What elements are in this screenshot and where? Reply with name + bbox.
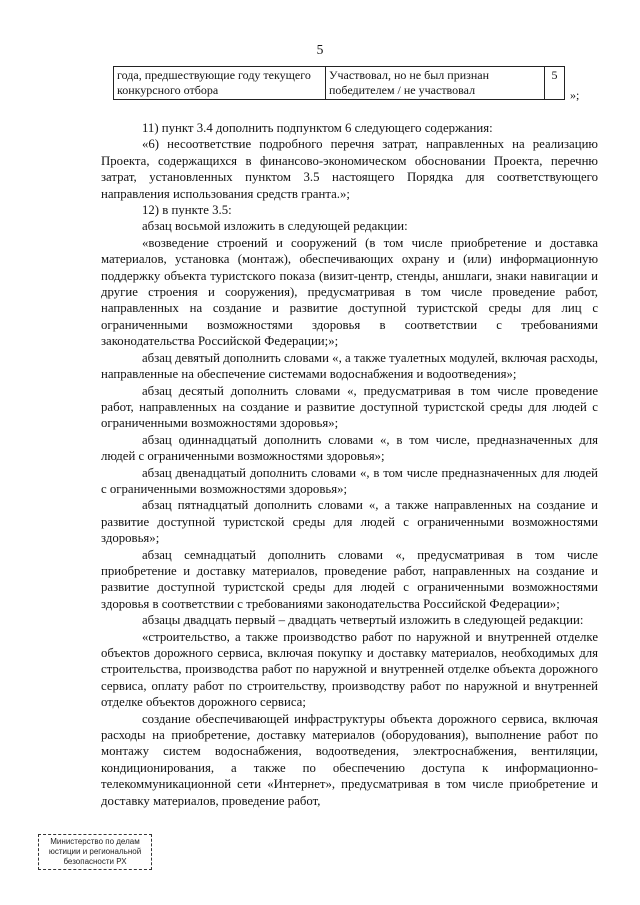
paragraph: абзац десятый дополнить словами «, предусматривая в том числе проведение работ, направленных на создание и развитие доступной туристской среды для людей с ограниченными возможностями здоровья»; xyxy=(101,383,598,431)
criteria-table xyxy=(113,66,565,100)
paragraph: абзац восьмой изложить в следующей редакции: xyxy=(142,219,408,234)
table-closing-quote: »; xyxy=(570,88,580,102)
paragraph: «строительство, а также производство работ по наружной и внутренней отделке объектов дорожного сервиса, включая покупку и доставку материалов, необходимых для строительства, производства работ по наружной и внутренней отделке объекта дорожного сервиса, оплату работ по строительству, производству работ по наружной и внутренней отделке объектов дорожного сервиса; xyxy=(101,629,598,710)
paragraph: 12) в пункте 3.5: xyxy=(142,203,232,218)
paragraph: абзац двенадцатый дополнить словами «, в том числе предназначенных для людей с ограниченными возможностями здоровья»; xyxy=(101,465,598,496)
page-number: 5 xyxy=(316,42,324,57)
paragraph: «6) несоответствие подробного перечня затрат, направленных на реализацию Проекта, содержащихся в финансово-экономическом обосновании Проекта, перечню затрат, установленных пунктом 3.5 настоящего Порядка для соответствующего направления использования средств гранта.»; xyxy=(101,137,598,201)
paragraph: абзац пятнадцатый дополнить словами «, а также направленных на создание и развитие доступной туристской среды для людей с ограниченными возможностями здоровья»; xyxy=(101,498,598,546)
stamp-line: безопасности РХ xyxy=(63,857,127,866)
table-row xyxy=(114,67,565,100)
table-cell-period: года, предшествующие году текущего конкурсного отбора xyxy=(114,67,326,100)
paragraph: 11) пункт 3.4 дополнить подпунктом 6 следующего содержания: xyxy=(142,121,493,135)
paragraph: «возведение строений и сооружений (в том числе приобретение и доставка материалов, установка (монтаж), обеспечивающих охрану и (или) информационную поддержку объекта туристского показа (визит-центр, стенды, аншлаги, знаки навигации и другие строения и сооружения), предусматривая в том числе проведение работ, направленных на создание и развитие доступной туристской среды для лиц с ограниченными возможностями здоровья в соответствии с требованиями законодательства Российской Федерации;»; xyxy=(101,235,598,349)
paragraph: создание обеспечивающей инфраструктуры объекта дорожного сервиса, включая расходы на приобретение, доставку материалов (оборудования), выполнение работ по монтажу систем водоснабжения, водоотведения, электроснабжения, вентиляции, кондиционирования, а также по обеспечению доступа к информационно-телекоммуникационной сети «Интернет», предусматривая в том числе приобретение и доставку материалов, проведение работ, xyxy=(101,711,598,808)
document-body xyxy=(101,120,598,809)
stamp-line: Министерство по делам xyxy=(50,837,140,846)
paragraph: абзацы двадцать первый – двадцать четвертый изложить в следующей редакции: xyxy=(142,613,584,628)
paragraph: абзац одиннадцатый дополнить словами «, в том числе, предназначенных для людей с ограниченными возможностями здоровья»; xyxy=(101,432,598,464)
table-cell-score: 5 xyxy=(545,67,565,100)
paragraph: абзац семнадцатый дополнить словами «, предусматривая в том числе приобретение и доставку материалов, проведение работ, направленных на создание и развитие доступной туристской среды для людей с ограниченными возможностями здоровья в соответствии с требованиями законодательства Российской Федерации»; xyxy=(101,547,598,611)
paragraph: абзац девятый дополнить словами «, а также туалетных модулей, включая расходы, направленные на обеспечение системами водоснабжения и водоотведения»; xyxy=(101,350,598,382)
stamp-line: юстиции и региональной xyxy=(48,847,142,856)
ministry-stamp xyxy=(38,834,152,870)
table-cell-status: Участвовал, но не был признан победителем / не участвовал xyxy=(326,67,545,100)
